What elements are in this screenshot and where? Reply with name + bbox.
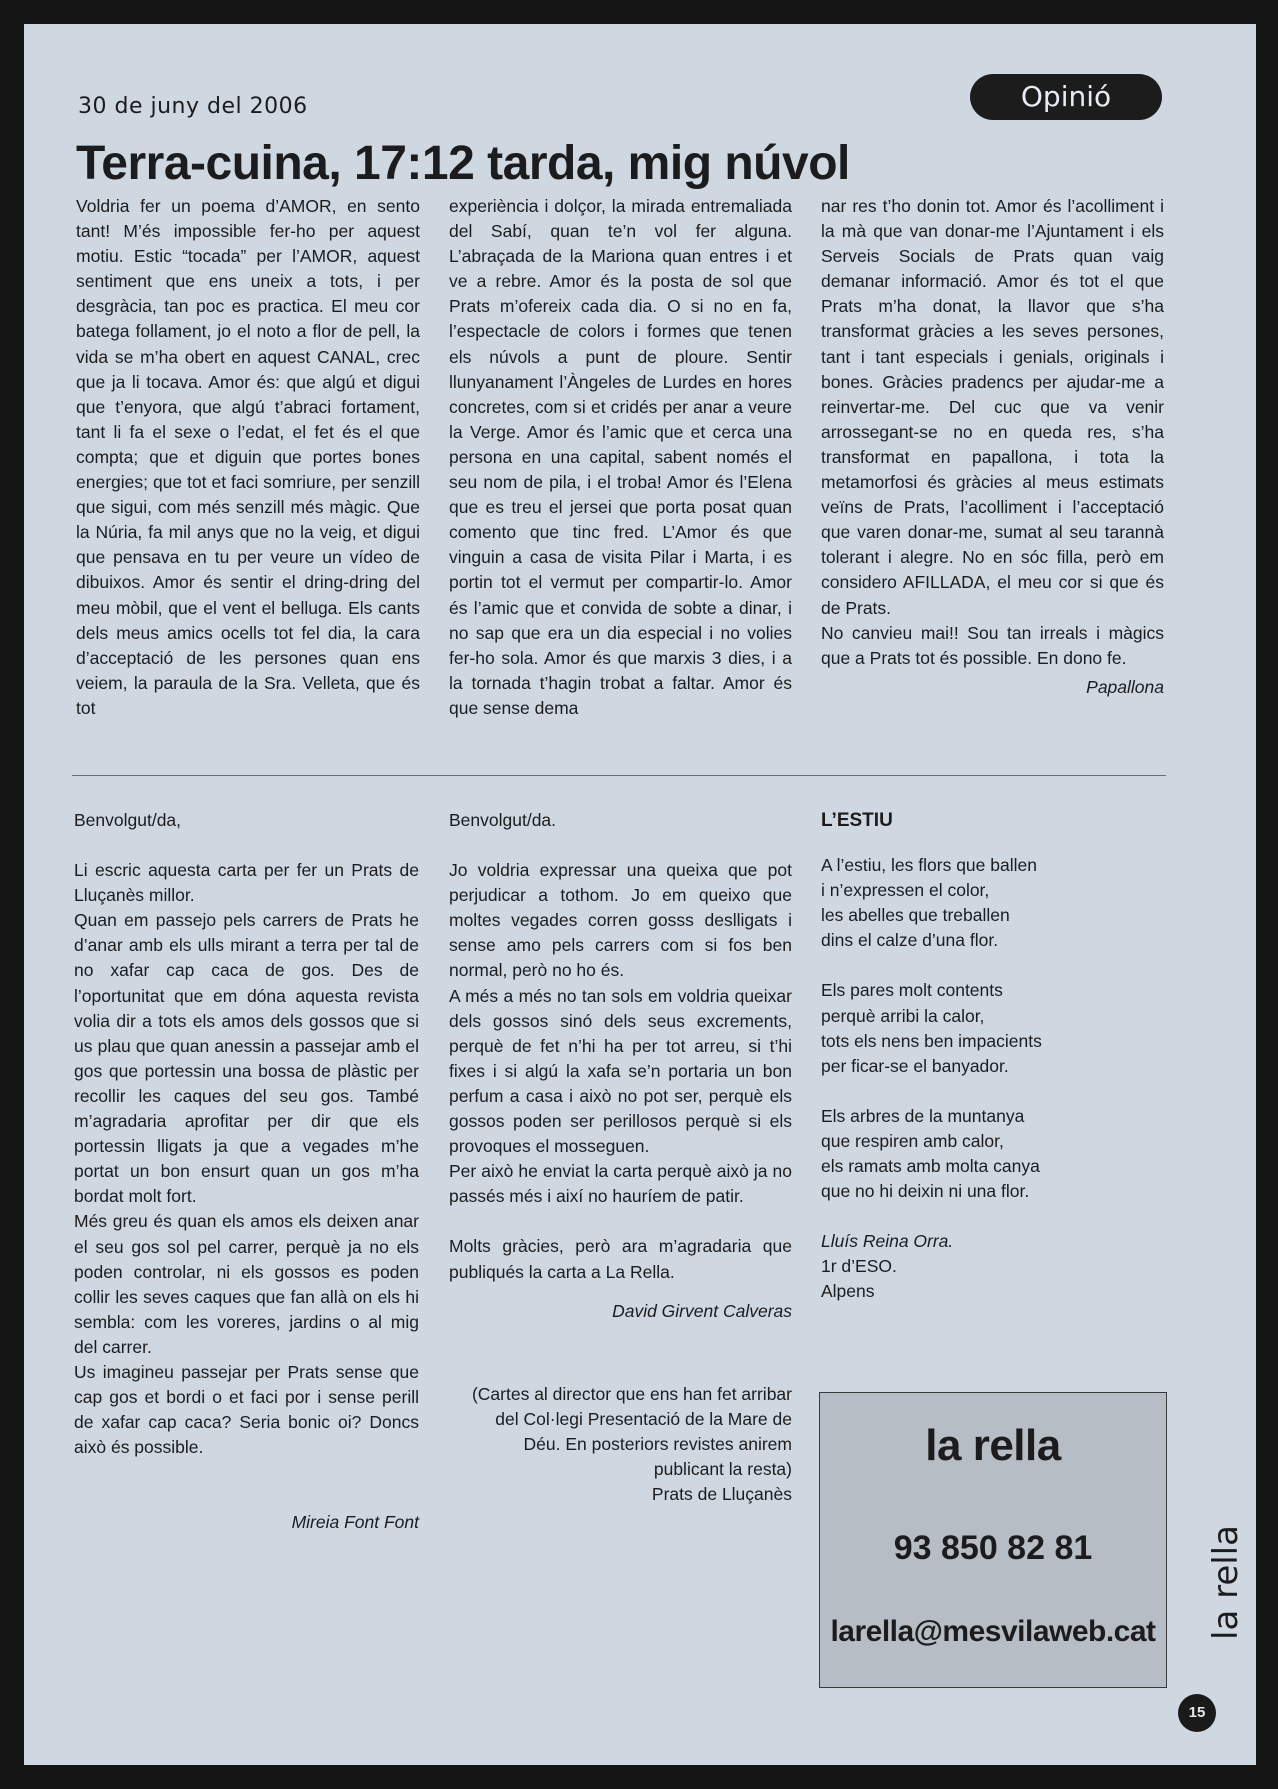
poem-line: i n’expressen el color, [821, 880, 990, 901]
article-column-3 [821, 194, 1164, 700]
letter-paragraph: A més a més no tan sols em voldria queixar dels gossos sinó dels seus excrements, perquè de fet n’hi ha per tot arreu, si t’hi fixes i si algú la xafa se’n portaria un bon perfum a casa i això no pot ser, perquè els gossos poden ser perillosos perquè si els provoques el mosseguen. [449, 985, 792, 1157]
poem-line: Els arbres de la muntanya [821, 1105, 1025, 1126]
letter-paragraph: Més greu és quan els amos els deixen anar el seu gos sol pel carrer, perquè ja no els poden controlar, ni els gossos es poden collir les seves caques que fan allà on els hi sembla: com les voreres, jardins o al mig del carrer. [74, 1211, 419, 1357]
letter-paragraph: Quan em passejo pels carrers de Prats he d’anar amb els ulls mirant a terra per tal de no xafar cap caca de gos. Des de l’oportunitat que em dóna aquesta revista volia dir a tots els amos dels gossos que si us plau que quan anessin a passejar amb el gos que portessin una bossa de plàstic per recollir les caques del seu gos. També m’agradaria aprofitar per dir que els portessin lligats ja que a vegades m’he portat un bon ensurt quan un gos m’ha bordat molt fort. [74, 910, 419, 1207]
article-text: Voldria fer un poema d’AMOR, en sento tant! M’és impossible fer-ho per aquest motiu. Estic “tocada” per l’AMOR, aquest sentiment que ens uneix a tots, i per desgràcia, tan poc es practica. El meu cor batega follament, jo el noto a flor de pell, la vida se m’ha obert en aquest CANAL, crec que ja li tocava. Amor és: que algú et digui que t’enyora, que algú t’abraci fortament, tant li fa el sexe o l’edat, el fet és el que compta; que et diguin que portes bones energies; que tot et faci somriure, per senzill que sigui, com més senzill més màgic. Que la Núria, fa mil anys que no la veig, et digui que pensava en tu per veure un vídeo de dibuixos. Amor és sentir el dring-dring del meu mòbil, que el vent el belluga. Els cants dels meus amics ocells tot fel dia, la cara d’acceptació de les persones quan ens veiem, la paraula de la Sra. Velleta, que és tot [76, 196, 420, 718]
article-signature: Papallona [1086, 676, 1164, 697]
issue-date: 30 de juny del 2006 [78, 94, 308, 119]
section-divider [72, 775, 1166, 776]
magazine-name: la rella [925, 1421, 1061, 1470]
poem-line: perquè arribi la calor, [821, 1005, 985, 1026]
poem-line: dins el calze d’una flor. [821, 930, 999, 951]
section-badge: Opinió [970, 74, 1162, 120]
article-text: nar res t’ho donin tot. Amor és l’acolliment i la mà que van donar-me l’Ajuntament i els Serveis Socials de Prats quan vaig demanar informació. Amor és tot el que Prats m’ha donat, la llavor que s’ha transformat gràcies a les seves persones, tant i tant especials i genials, originals i bones. Gràcies pradencs per ajudar-me a reinvertar-me. Del cuc que va venir arrossegant-se no en queda res, s’ha transformat en papallona, i tota la metamorfosi és gràcies al meus estimats veïns de Prats, l’acolliment i l’acceptació que varen donar-me, sumat al seu tarannà tolerant i alegre. No en sóc filla, però em considero AFILLADA, el meu cor si que és de Prats. [821, 196, 1164, 618]
editor-note-place: Prats de Lluçanès [651, 1484, 792, 1505]
poem-author: Lluís Reina Orra. [821, 1231, 954, 1252]
poem-line: A l’estiu, les flors que ballen [821, 855, 1037, 876]
poem-grade: 1r d’ESO. [821, 1256, 897, 1277]
poem-estiu [821, 808, 1166, 1305]
letter-paragraph: Us imagineu passejar per Prats sense que cap gos et bordi o et faci por i sense perill de xafar cap caca? Seria bonic oi? Doncs això és possible. [74, 1361, 419, 1458]
poem-line: Els pares molt contents [821, 980, 1003, 1001]
letter-salutation: Benvolgut/da, [74, 810, 182, 830]
poem-line: per ficar-se el banyador. [821, 1055, 1009, 1076]
letter-mireia [74, 808, 419, 1535]
poem-town: Alpens [821, 1281, 875, 1302]
letter-salutation: Benvolgut/da. [449, 810, 557, 830]
poem-line: tots els nens ben impacients [821, 1030, 1042, 1051]
letter-paragraph: Molts gràcies, però ara m’agradaria que publiqués la carta a La Rella. [449, 1236, 792, 1282]
letter-signature: Mireia Font Font [291, 1512, 419, 1533]
poem-title: L’ESTIU [821, 810, 893, 831]
letter-signature: David Girvent Calveras [612, 1300, 792, 1321]
letter-paragraph: Li escric aquesta carta per fer un Prats de Lluçanès millor. [74, 860, 419, 906]
poem-line: els ramats amb molta canya [821, 1156, 1040, 1177]
article-column-2 [449, 194, 792, 721]
editor-note: (Cartes al director que ens han fet arribar del Col·legi Presentació de la Mare de Déu. En posteriors revistes anirem publicant la resta) [471, 1383, 792, 1479]
contact-phone: 93 850 82 81 [893, 1529, 1093, 1567]
contact-email: larella@mesvilaweb.cat [830, 1615, 1156, 1648]
article-column-1 [76, 194, 420, 721]
article-text: experiència i dolçor, la mirada entremaliada del Sabí, quan te’n vol fer alguna. L’abraçada de la Mariona quan entres i et ve a rebre. Amor és la posta de sol que Prats m’ofereix cada dia. O si no en fa, l’espectacle de colors i formes que tenen els núvols a punt de ploure. Sentir llunyanament l’Àngeles de Lurdes en hores concretes, com si et cridés per anar a veure la Verge. Amor és l’amic que et cerca una persona en una capital, sabent només el seu nom de pila, i el troba! Amor és l’Elena que es treu el jersei que porta posat quan comento que tinc fred. L’Amor és que vinguin a casa de visita Pilar i Marta, i es portin tot el vermut per compartir-lo. Amor és l’amic que et convida de sobte a dinar, i no sap que era un dia especial i no volies fer-ho sola. Amor és que marxis 3 dies, i a la tornada t’hagin trobat a faltar. Amor és que sense dema [449, 196, 792, 718]
letter-paragraph: Jo voldria expressar una queixa que pot perjudicar a tothom. Jo em queixo que moltes vegades corren gosss deslligats i sense amo pels carrers com si fos ben normal, però no ho és. [449, 860, 792, 981]
contact-box [819, 1392, 1167, 1688]
article-text: No canvieu mai!! Sou tan irreals i màgics que a Prats tot és possible. En dono fe. [821, 622, 1164, 668]
poem-line: que respiren amb calor, [821, 1130, 1004, 1151]
poem-line: que no hi deixin ni una flor. [821, 1181, 1030, 1202]
poem-line: les abelles que treballen [821, 905, 1010, 926]
letter-paragraph: Per això he enviat la carta perquè això ja no passés més i així no hauríem de patir. [449, 1161, 792, 1207]
vertical-magazine-label: la rella [1206, 1525, 1246, 1640]
letter-david [449, 808, 792, 1507]
page-number: 15 [1178, 1694, 1216, 1732]
article-title: Terra-cuina, 17:12 tarda, mig núvol [76, 137, 850, 190]
